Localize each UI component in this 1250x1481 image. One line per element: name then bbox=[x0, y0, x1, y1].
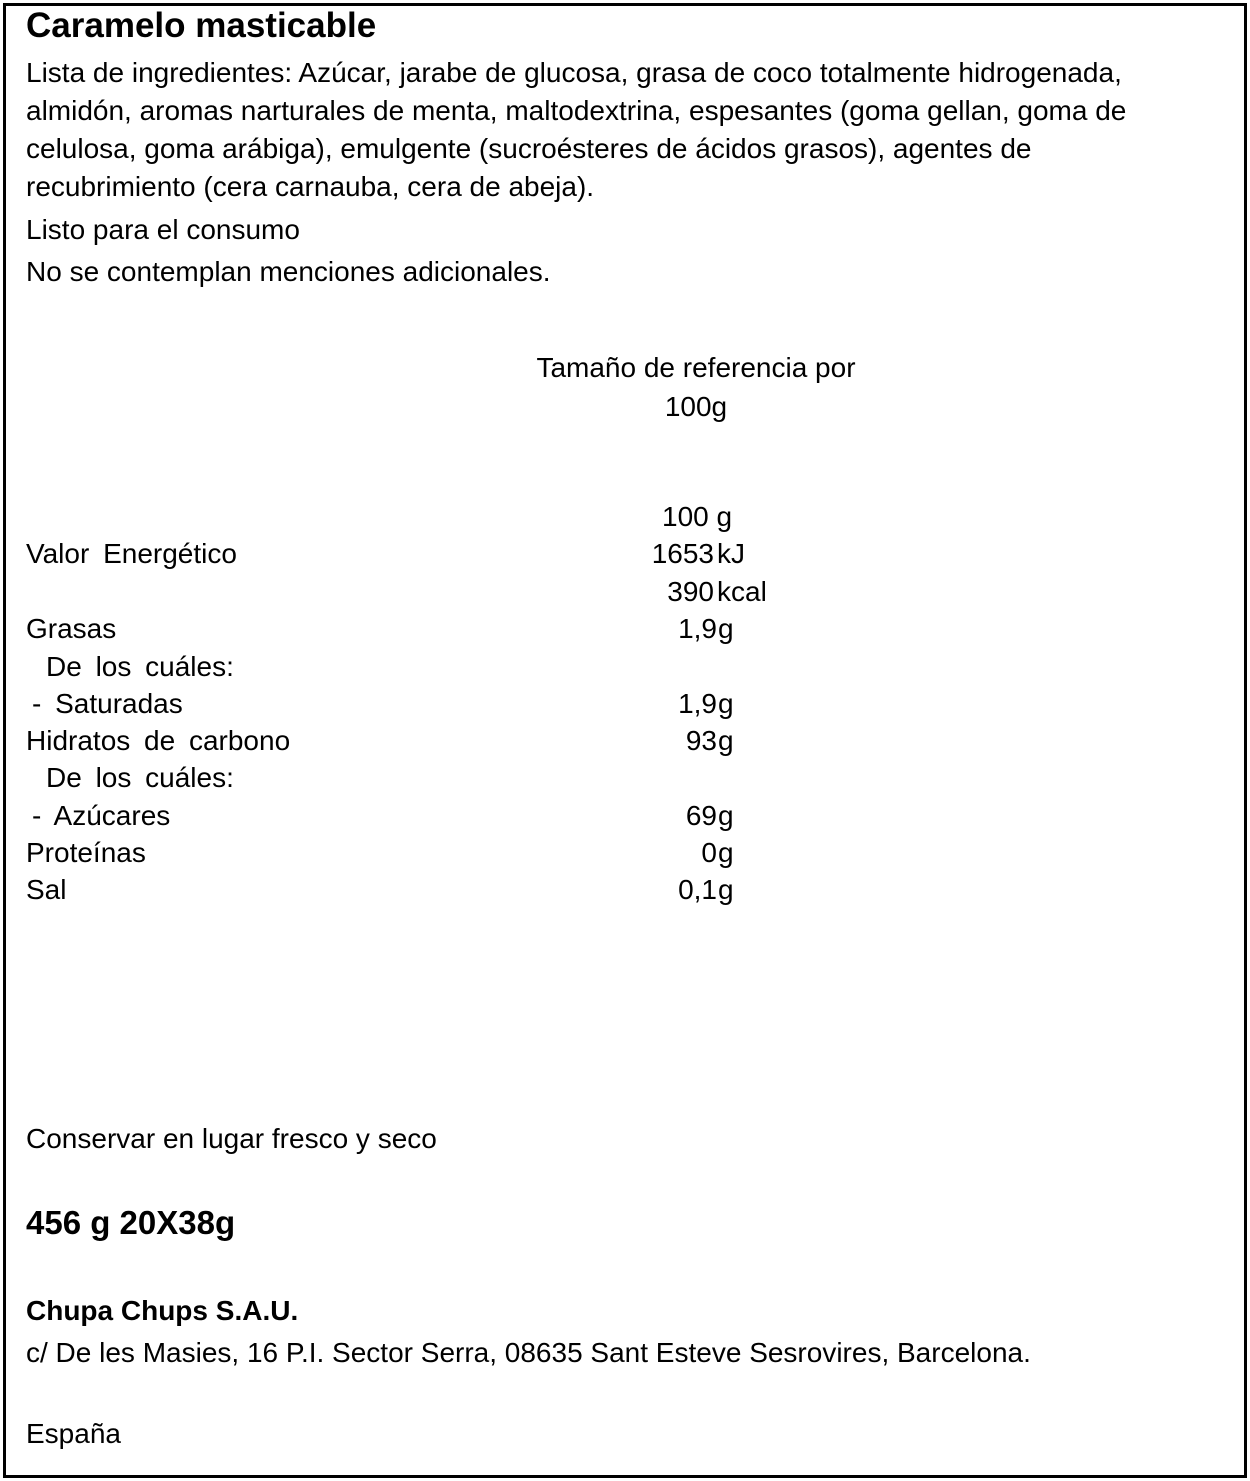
energy-kcal-value: 390 bbox=[667, 576, 714, 607]
company-country: España bbox=[26, 1418, 121, 1449]
nutrient-value: 93 bbox=[685, 725, 717, 756]
nutrient-unit: g bbox=[718, 800, 734, 831]
nutrient-value: 0 bbox=[701, 837, 717, 868]
product-title: Caramelo masticable bbox=[26, 6, 377, 45]
ingredients-text: Lista de ingredientes: Azúcar, jarabe de glucosa, grasa de coco totalmente hidrogenada, almidón, aromas narturales de menta, maltodextrina, espesantes (goma gellan, goma de celulosa, goma arábiga), emulgente (sucroésteres de ácidos grasos), agentes de recubrimiento (cera carnauba, cera de abeja). bbox=[26, 57, 1127, 202]
nutrient-value: 1,9 bbox=[678, 613, 717, 644]
energy-kcal-unit: kcal bbox=[717, 576, 767, 607]
nutrient-sublabel: De los cuáles: bbox=[46, 651, 234, 682]
storage-instructions: Conservar en lugar fresco y seco bbox=[26, 1123, 437, 1154]
nutrient-value: 0,1 bbox=[678, 874, 717, 905]
energy-kj-value: 1653 bbox=[651, 538, 714, 569]
nutrient-sublabel: De los cuáles: bbox=[46, 762, 234, 793]
nutrient-label: Grasas bbox=[26, 613, 117, 644]
nutrient-value: 69 bbox=[685, 800, 717, 831]
net-weight: 456 g 20X38g bbox=[26, 1204, 236, 1241]
reference-size-line2: 100g bbox=[664, 391, 728, 422]
ready-note: Listo para el consumo bbox=[26, 214, 300, 245]
reference-size-line1: Tamaño de referencia por bbox=[536, 352, 856, 383]
nutrient-unit: g bbox=[718, 725, 734, 756]
nutrient-label: Hidratos de carbono bbox=[26, 725, 291, 756]
nutrient-label: Sal bbox=[26, 874, 67, 905]
extra-note: No se contemplan menciones adicionales. bbox=[26, 256, 551, 287]
energy-kj-unit: kJ bbox=[717, 538, 745, 569]
nutrient-unit: g bbox=[718, 874, 734, 905]
company-name: Chupa Chups S.A.U. bbox=[26, 1295, 299, 1326]
nutrient-unit: g bbox=[718, 613, 734, 644]
nutrient-label: - Azúcares bbox=[32, 800, 171, 831]
nutrition-column-header: 100 g bbox=[662, 501, 733, 532]
nutrient-value: 1,9 bbox=[678, 688, 717, 719]
nutrient-label: - Saturadas bbox=[32, 688, 183, 719]
nutrient-label: Proteínas bbox=[26, 837, 146, 868]
company-address: c/ De les Masies, 16 P.I. Sector Serra, 08635 Sant Esteve Sesrovires, Barcelona. bbox=[26, 1337, 1031, 1368]
nutrient-unit: g bbox=[718, 837, 734, 868]
energy-label: Valor Energético bbox=[26, 538, 237, 569]
nutrient-unit: g bbox=[718, 688, 734, 719]
